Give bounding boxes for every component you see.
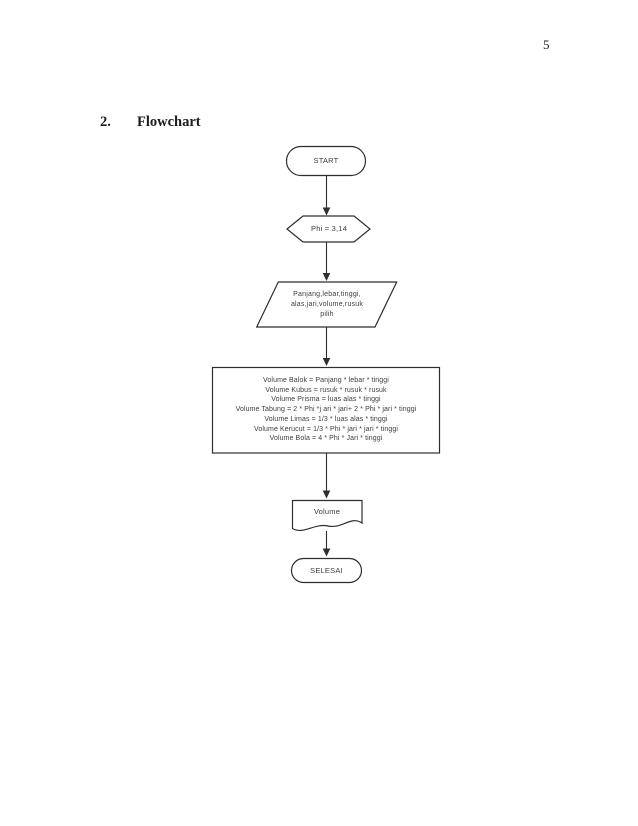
preparation-label: Phi = 3,14 xyxy=(311,224,347,233)
arrowhead xyxy=(323,549,331,557)
arrow-input-to-process xyxy=(323,327,331,366)
section-title: Flowchart xyxy=(137,114,201,130)
process-line: Volume Prisma = luas alas * tinggi xyxy=(271,396,381,404)
process-line: Volume Kerucut = 1/3 * Phi * jari * jari * tinggi xyxy=(253,425,398,433)
input-line: alas,jari,volume,rusuk xyxy=(290,300,364,308)
process-line: Volume Tabung = 2 * Phi *j ari * jari+ 2 * Phi * jari * tinggi xyxy=(235,406,417,414)
arrow-process-to-output xyxy=(323,453,331,499)
input-parallelogram-text xyxy=(257,282,397,327)
process-formulas-text xyxy=(212,367,440,453)
output-document-label: Volume xyxy=(313,507,341,516)
arrowhead xyxy=(323,491,331,499)
arrowhead xyxy=(323,273,331,281)
arrowhead xyxy=(323,358,331,366)
process-line: Volume Balok = Panjang * lebar * tinggi xyxy=(263,377,389,385)
start-terminator-label: START xyxy=(313,156,339,165)
input-line: Panjang,lebar,tinggi, xyxy=(293,290,361,298)
process-line: Volume Limas = 1/3 * luas alas * tinggi xyxy=(264,415,388,423)
arrowhead xyxy=(323,208,331,216)
input-line: pilih xyxy=(320,310,334,318)
page-number: 5 xyxy=(543,37,550,52)
process-line: Volume Bola = 4 * Phi * Jari * tinggi xyxy=(269,435,383,443)
process-line: Volume Kubus = rusuk * rusuk * rusuk xyxy=(265,386,387,394)
end-terminator-label: SELESAI xyxy=(310,565,343,575)
arrow-output-to-end xyxy=(323,531,331,557)
section-number: 2. xyxy=(100,114,111,130)
arrow-start-to-preparation xyxy=(323,176,331,216)
arrow-preparation-to-input xyxy=(323,242,331,281)
